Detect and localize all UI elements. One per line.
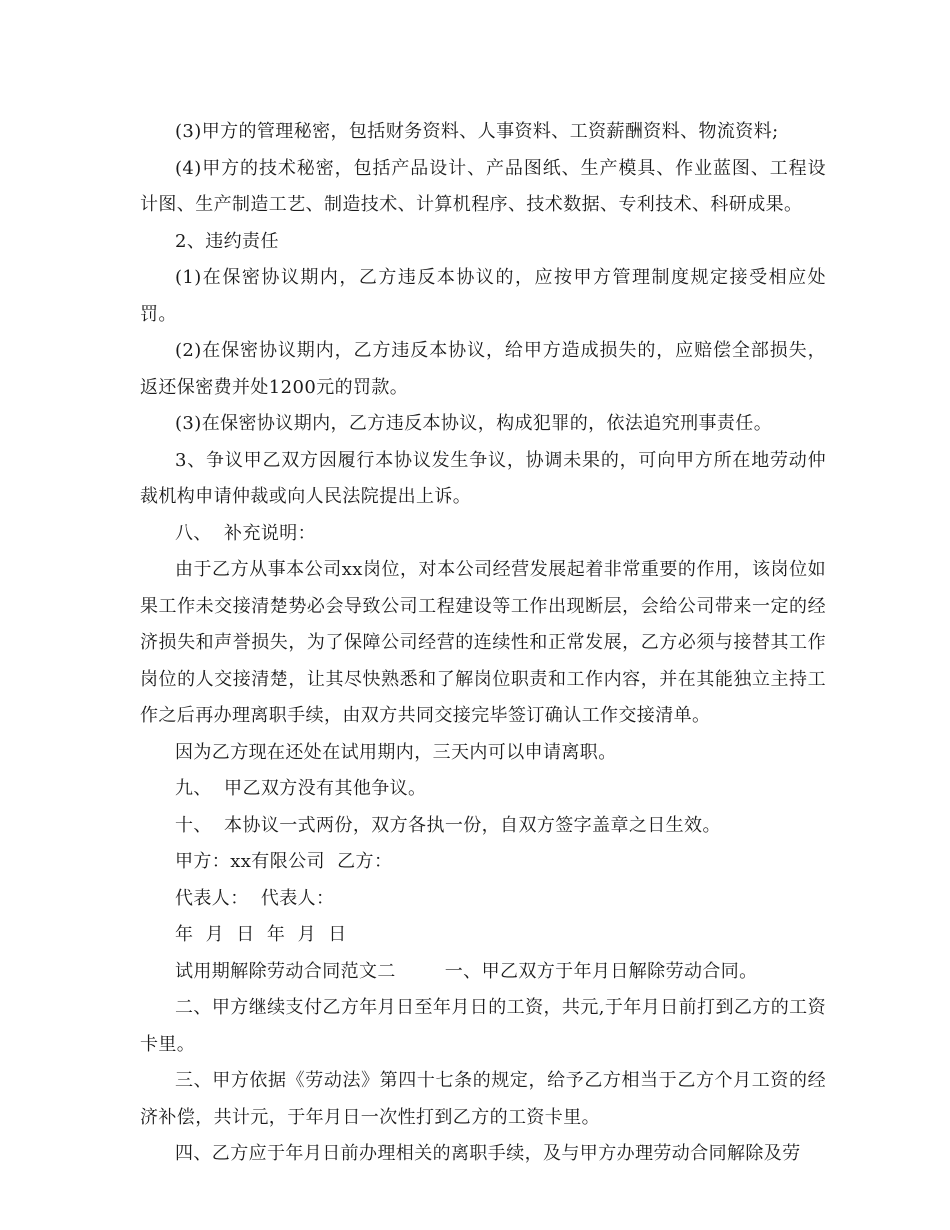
paragraph-no-dispute: 九、 甲乙双方没有其他争议。: [175, 778, 427, 799]
heading-supplementary: 八、 补充说明：: [175, 522, 317, 544]
paragraph-item-two: 二、甲方继续支付乙方年月日至年月日的工资，共元,于年月日前打到乙方的工资卡里。: [140, 997, 826, 1055]
paragraph-item-four: 四、乙方应于年月日前办理相关的离职手续，及与甲方办理劳动合同解除及劳: [175, 1143, 801, 1164]
signature-dates: 年 月 日 年 月 日: [175, 924, 347, 945]
document-body: [140, 114, 826, 1173]
paragraph-probation: 因为乙方现在还处在试用期内，三天内可以申请离职。: [175, 741, 617, 763]
signature-representatives: 代表人： 代表人：: [175, 887, 335, 909]
paragraph-item-three: 三、甲方依据《劳动法》第四十七条的规定，给予乙方相当于乙方个月工资的经济补偿，共计元，于年月日一次性打到乙方的工资卡里。: [140, 1070, 826, 1128]
paragraph-breach-1: (1)在保密协议期内，乙方违反本协议的，应按甲方管理制度规定接受相应处罚。: [140, 267, 826, 325]
paragraph-technical-secrets: (4)甲方的技术秘密，包括产品设计、产品图纸、生产模具、作业蓝图、工程设计图、生产制造工艺、制造技术、计算机程序、技术数据、专利技术、科研成果。: [140, 157, 826, 215]
paragraph-dispute: 3、争议甲乙双方因履行本协议发生争议，协调未果的，可向甲方所在地劳动仲裁机构申请仲裁或向人民法院提出上诉。: [140, 449, 826, 507]
paragraph-handover: 由于乙方从事本公司xx岗位，对本公司经营发展起着非常重要的作用，该岗位如果工作未交接清楚势必会导致公司工程建设等工作出现断层，会给公司带来一定的经济损失和声誉损失，为了保障公司经营的连续性和正常发展，乙方必须与接替其工作岗位的人交接清楚，让其尽快熟悉和了解岗位职责和工作内容，并在其能独立主持工作之后再办理离职手续，由双方共同交接完毕签订确认工作交接清单。: [140, 559, 826, 726]
paragraph-management-secrets: (3)甲方的管理秘密，包括财务资料、人事资料、工资薪酬资料、物流资料;: [175, 121, 779, 142]
signature-parties: 甲方：xx有限公司 乙方：: [175, 851, 393, 872]
paragraph-breach-2: (2)在保密协议期内，乙方违反本协议，给甲方造成损失的，应赔偿全部损失，返还保密费并处1200元的罚款。: [140, 340, 826, 398]
heading-breach-liability: 2、违约责任: [175, 230, 279, 252]
paragraph-template-two-title: 试用期解除劳动合同范文二 一、甲乙双方于年月日解除劳动合同。: [175, 960, 758, 982]
paragraph-breach-3: (3)在保密协议期内，乙方违反本协议，构成犯罪的，依法追究刑事责任。: [175, 413, 773, 434]
paragraph-copies: 十、 本协议一式两份，双方各执一份，自双方签字盖章之日生效。: [175, 814, 721, 836]
